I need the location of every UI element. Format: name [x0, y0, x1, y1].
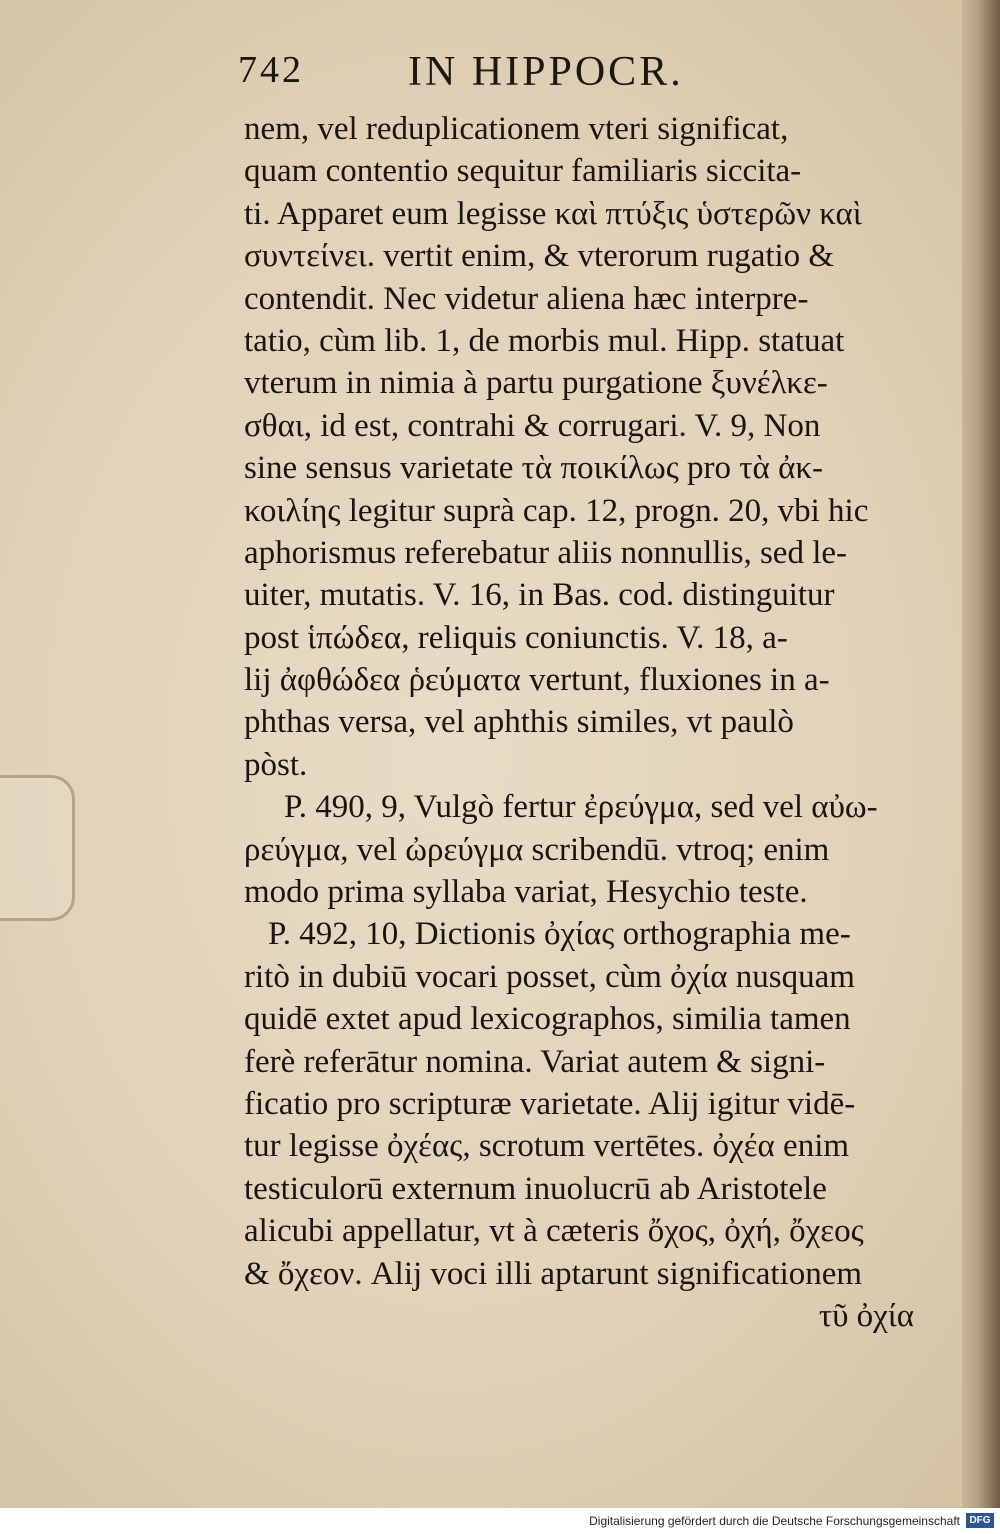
- text-line: uiter, mutatis. V. 16, in Bas. cod. distinguitur: [244, 577, 835, 614]
- text-line: quidē extet apud lexicographos, similia tamen: [244, 1001, 851, 1038]
- text-line: tur legisse ὀχέας, scrotum vertētes. ὀχέα enim: [244, 1128, 850, 1165]
- text-line: & ὄχεον. Alij voci illi aptarunt significationem: [244, 1255, 863, 1292]
- text-line: vterum in nimia à partu purgatione ξυνέλκε-: [244, 365, 828, 402]
- text-line: phthas versa, vel aphthis similes, vt paulò: [244, 704, 794, 741]
- text-line: tatio, cùm lib. 1, de morbis mul. Hipp. statuat: [244, 322, 845, 359]
- text-line: testiculorū externum inuolucrū ab Aristotele: [244, 1170, 827, 1207]
- text-line: lij ἀφθώδεα ῥεύματα vertunt, fluxiones in a-: [244, 662, 830, 699]
- body-text: [244, 108, 924, 1337]
- page-number: 742: [238, 49, 304, 91]
- text-line: P. 490, 9, Vulgò fertur ἐρεύγμα, sed vel αὐω-: [284, 789, 878, 826]
- text-line: ficatio pro scripturæ varietate. Alij igitur vidē-: [244, 1085, 856, 1122]
- book-clasp: [0, 775, 75, 921]
- text-line: sine sensus varietate τὰ ποικίλως pro τὰ ἀκ-: [244, 450, 823, 487]
- footer-bar: [0, 1508, 1000, 1534]
- text-line: pòst.: [244, 746, 308, 783]
- text-line: post ἱπώδεα, reliquis coniunctis. V. 18, a-: [244, 619, 788, 656]
- dfg-logo: DFG: [966, 1513, 994, 1528]
- text-line: ti. Apparet eum legisse καὶ πτύξις ὑστερῶν καὶ: [244, 195, 862, 232]
- page-edge-shadow: [962, 0, 1000, 1508]
- text-line: aphorismus referebatur aliis nonnullis, sed le-: [244, 534, 848, 571]
- text-line: συντείνει. vertit enim, & vterorum rugatio &: [244, 238, 835, 275]
- text-line: modo prima syllaba variat, Hesychio teste.: [244, 874, 808, 911]
- text-line: ρεύγμα, vel ὠρεύγμα scribendū. vtroq; enim: [244, 831, 830, 868]
- text-line: ritò in dubiū vocari posset, cùm ὀχία nusquam: [244, 958, 855, 995]
- text-line: contendit. Nec videtur aliena hæc interpre-: [244, 280, 809, 317]
- funding-credit: Digitalisierung gefördert durch die Deutsche Forschungsgemeinschaft: [589, 1514, 960, 1528]
- text-line: quam contentio sequitur familiaris siccita-: [244, 153, 802, 190]
- running-title: IN HIPPOCR.: [408, 49, 684, 95]
- text-line: κοιλίης legitur suprà cap. 12, progn. 20, vbi hic: [244, 492, 869, 529]
- text-line: σθαι, id est, contrahi & corrugari. V. 9, Non: [244, 407, 821, 444]
- page-header: [238, 48, 798, 98]
- text-line: alicubi appellatur, vt à cæteris ὄχος, ὀχή, ὄχεος: [244, 1213, 864, 1250]
- catchword: τῦ ὀχία: [818, 1297, 914, 1334]
- text-line: nem, vel reduplicationem vteri significat,: [244, 111, 789, 147]
- text-line: P. 492, 10, Dictionis ὀχίας orthographia me-: [268, 916, 851, 953]
- text-line: ferè referātur nomina. Variat autem & signi-: [244, 1043, 826, 1080]
